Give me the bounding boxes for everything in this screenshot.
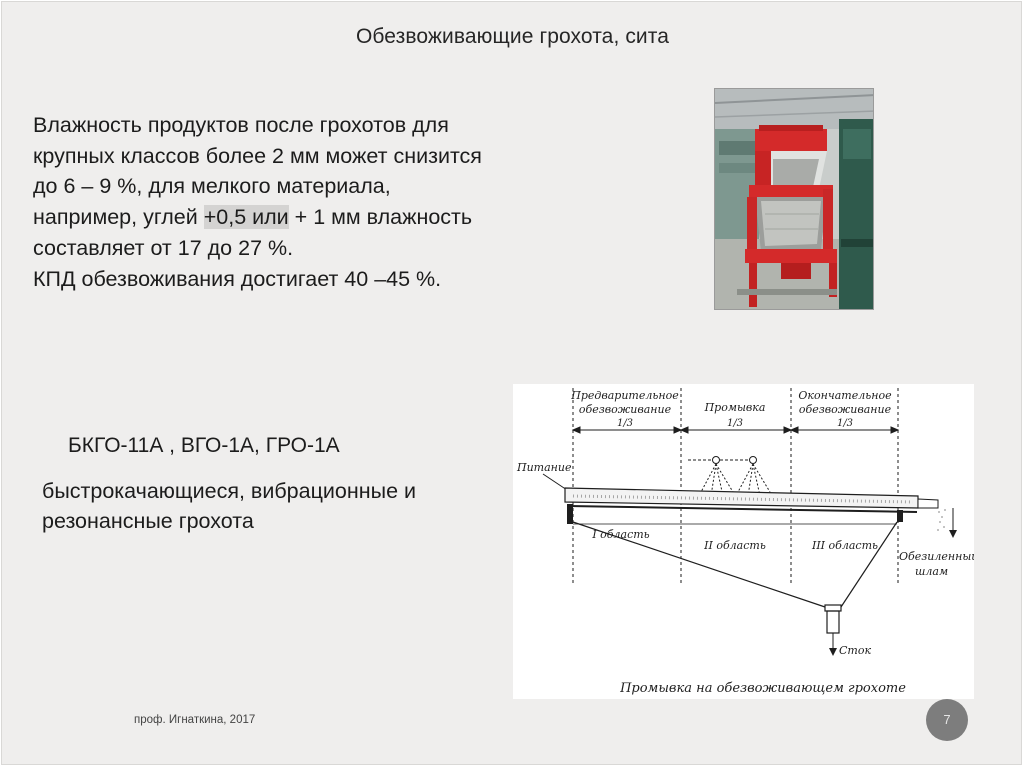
sprayers [688, 457, 770, 497]
screen-machine-photo [714, 88, 874, 310]
slime-label-2: шлам [915, 565, 949, 578]
screen-deck [565, 488, 938, 524]
slime-label-1: Обезиленный [899, 550, 974, 563]
main-text-line: КПД обезвоживания достигает 40 –45 %. [33, 266, 442, 291]
zone1-label-top: Предварительное [571, 389, 679, 402]
drain-label: Сток [839, 644, 872, 657]
main-text-line: крупных классов более 2 мм может снизится [33, 143, 482, 168]
feed-label: Питание [517, 461, 572, 474]
screen-types-line: быстрокачающиеся, вибрационные и [42, 479, 417, 503]
page-number-badge: 7 [926, 699, 968, 741]
main-text-line: составляет от 17 до 27 %. [33, 235, 294, 260]
main-text-part: + 1 мм влажность [288, 205, 473, 230]
zone1-label-bottom: обезвоживание [578, 403, 672, 416]
zone3-fraction: 1/3 [836, 418, 854, 429]
area1-label: I область [592, 528, 650, 541]
zone3-label-bottom: обезвоживание [798, 403, 892, 416]
main-text-part: например, углей [33, 205, 204, 230]
slide [1, 1, 1022, 765]
area3-label: III область [811, 539, 879, 552]
machine-illustration [715, 89, 874, 310]
main-text-line: до 6 – 9 %, для мелкого материала, [33, 174, 391, 199]
highlighted-text: +0,5 или [203, 205, 289, 230]
main-text-line: Влажность продуктов после грохотов для [33, 113, 449, 137]
footer-author: проф. Игнаткина, 2017 [134, 714, 256, 726]
washing-diagram-svg [513, 384, 974, 699]
zone3-label-top: Окончательное [798, 389, 892, 402]
screen-types [42, 476, 512, 536]
zone1-fraction: 1/3 [616, 418, 634, 429]
main-text [33, 110, 553, 294]
slide-title: Обезвоживающие грохота, сита [355, 25, 670, 48]
screen-types-line: резонансные грохота [42, 509, 254, 533]
zone2-fraction: 1/3 [726, 418, 744, 429]
area2-label: II область [704, 539, 766, 552]
diagram-caption: Промывка на обезвоживающем грохоте [620, 681, 906, 696]
main-text-line [33, 202, 553, 233]
zone2-label: Промывка [704, 401, 766, 414]
washing-diagram [513, 384, 974, 699]
screen-models: БКГО-11А , ВГО-1А, ГРО-1А [68, 434, 340, 457]
slime-particles [937, 509, 946, 531]
